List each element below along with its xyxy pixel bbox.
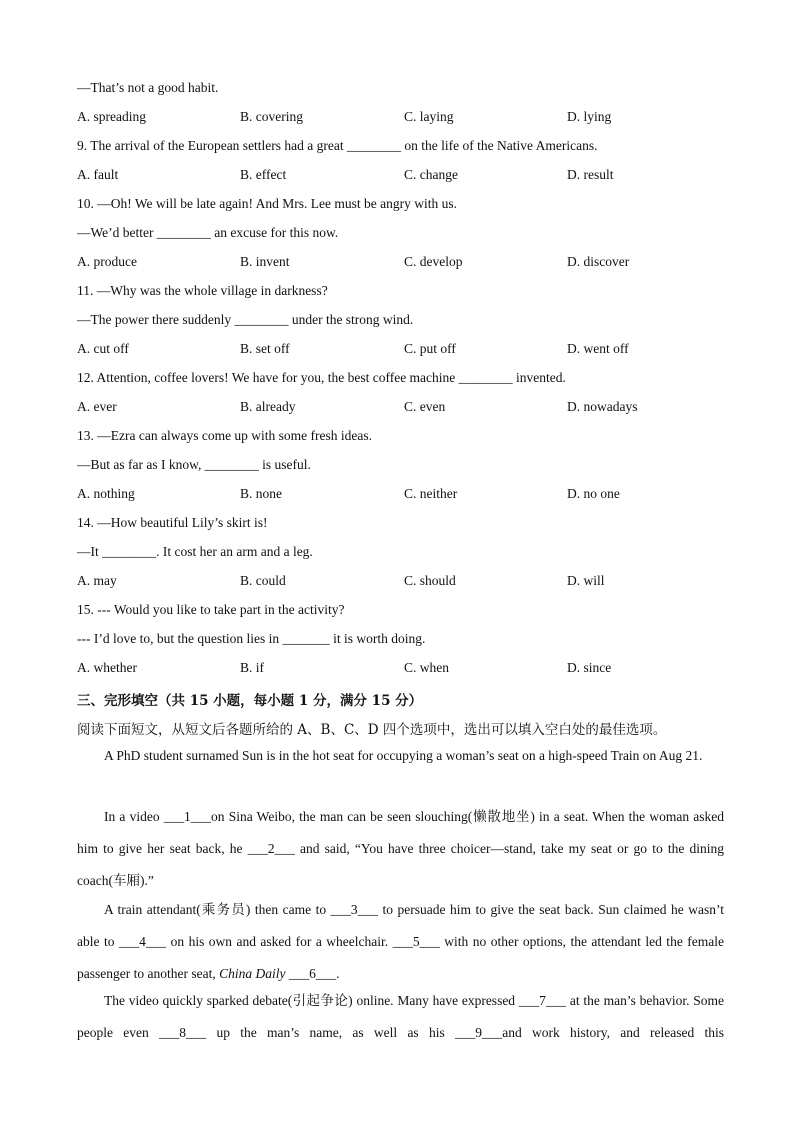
q13-stem: 13. —Ezra can always come up with some fresh ideas. bbox=[77, 428, 373, 443]
passage-paragraph-3 bbox=[77, 894, 724, 990]
paragraph-text: In a video ___1___on Sina Weibo, the man can be seen slouching(懒散地坐) in a seat. When the woman asked him to give her seat back, he ___2___ and said, “You have three choicer—stand, take my seat or go to the dining coach(车厢).” bbox=[77, 809, 724, 888]
q15-reply: --- I’d love to, but the question lies in _______ it is worth doing. bbox=[77, 631, 426, 646]
passage-paragraph-1 bbox=[77, 740, 724, 772]
q10-stem: 10. —Oh! We will be late again! And Mrs. Lee must be angry with us. bbox=[77, 196, 457, 211]
option-b[interactable]: B. already bbox=[240, 399, 296, 414]
option-c[interactable]: C. should bbox=[404, 573, 456, 588]
q13-reply: —But as far as I know, ________ is useful. bbox=[77, 457, 311, 472]
newspaper-name: China Daily bbox=[219, 966, 286, 981]
paragraph-text: A train attendant(乘务员) then came to ___3___ to persuade him to give the seat back. Sun claimed he wasn’t able to ___4___ on his own and asked for a wheelchair. ___5___ with no other options, the attendant led the female passenger to another seat, bbox=[77, 902, 724, 981]
option-c[interactable]: C. even bbox=[404, 399, 446, 414]
option-b[interactable]: B. invent bbox=[240, 254, 290, 269]
option-d[interactable]: D. nowadays bbox=[567, 399, 638, 414]
q8-reply: —That’s not a good habit. bbox=[77, 80, 219, 95]
option-d[interactable]: D. went off bbox=[567, 341, 629, 356]
section-heading: 三、完形填空（共 15 小题，每小题 1 分，满分 15 分） bbox=[77, 693, 423, 709]
option-d[interactable]: D. since bbox=[567, 660, 612, 675]
option-d[interactable]: D. no one bbox=[567, 486, 620, 501]
q10-reply: —We’d better ________ an excuse for this now. bbox=[77, 225, 339, 240]
q14-stem: 14. —How beautiful Lily’s skirt is! bbox=[77, 515, 268, 530]
option-c[interactable]: C. when bbox=[404, 660, 449, 675]
q15-stem: 15. --- Would you like to take part in the activity? bbox=[77, 602, 345, 617]
option-c[interactable]: C. laying bbox=[404, 109, 454, 124]
passage-paragraph-2 bbox=[77, 801, 724, 897]
option-b[interactable]: B. if bbox=[240, 660, 265, 675]
option-d[interactable]: D. result bbox=[567, 167, 614, 182]
paragraph-text: A PhD student surnamed Sun is in the hot seat for occupying a woman’s seat on a high-speed Train on Aug 21. bbox=[104, 748, 703, 763]
option-a[interactable]: A. may bbox=[77, 573, 117, 588]
option-a[interactable]: A. nothing bbox=[77, 486, 135, 501]
option-a[interactable]: A. fault bbox=[77, 167, 119, 182]
q11-stem: 11. —Why was the whole village in darkness? bbox=[77, 283, 328, 298]
option-b[interactable]: B. covering bbox=[240, 109, 303, 124]
q12-stem: 12. Attention, coffee lovers! We have for you, the best coffee machine ________ invented. bbox=[77, 370, 566, 385]
option-a[interactable]: A. produce bbox=[77, 254, 137, 269]
paragraph-text: ___6___. bbox=[285, 966, 340, 981]
option-b[interactable]: B. none bbox=[240, 486, 282, 501]
q11-reply: —The power there suddenly ________ under the strong wind. bbox=[77, 312, 414, 327]
option-d[interactable]: D. will bbox=[567, 573, 605, 588]
q9-stem: 9. The arrival of the European settlers had a great ________ on the life of the Native Americans. bbox=[77, 138, 598, 153]
option-b[interactable]: B. set off bbox=[240, 341, 290, 356]
option-c[interactable]: C. develop bbox=[404, 254, 463, 269]
option-a[interactable]: A. ever bbox=[77, 399, 117, 414]
option-a[interactable]: A. cut off bbox=[77, 341, 129, 356]
q14-reply: —It ________. It cost her an arm and a leg. bbox=[77, 544, 313, 559]
option-d[interactable]: D. discover bbox=[567, 254, 630, 269]
option-b[interactable]: B. could bbox=[240, 573, 286, 588]
option-c[interactable]: C. change bbox=[404, 167, 458, 182]
paragraph-text: The video quickly sparked debate(引起争论) online. Many have expressed ___7___ at the man’s behavior. Some people even ___8___ up the man’s name, as well as his ___9___and work history, and released this bbox=[77, 993, 724, 1040]
option-c[interactable]: C. put off bbox=[404, 341, 456, 356]
option-a[interactable]: A. spreading bbox=[77, 109, 146, 124]
option-b[interactable]: B. effect bbox=[240, 167, 287, 182]
option-c[interactable]: C. neither bbox=[404, 486, 458, 501]
option-a[interactable]: A. whether bbox=[77, 660, 137, 675]
section-instruction: 阅读下面短文，从短文后各题所给的 A、B、C、D 四个选项中，选出可以填入空白处的最佳选项。 bbox=[77, 722, 667, 738]
option-d[interactable]: D. lying bbox=[567, 109, 612, 124]
passage-paragraph-4 bbox=[77, 985, 724, 1049]
